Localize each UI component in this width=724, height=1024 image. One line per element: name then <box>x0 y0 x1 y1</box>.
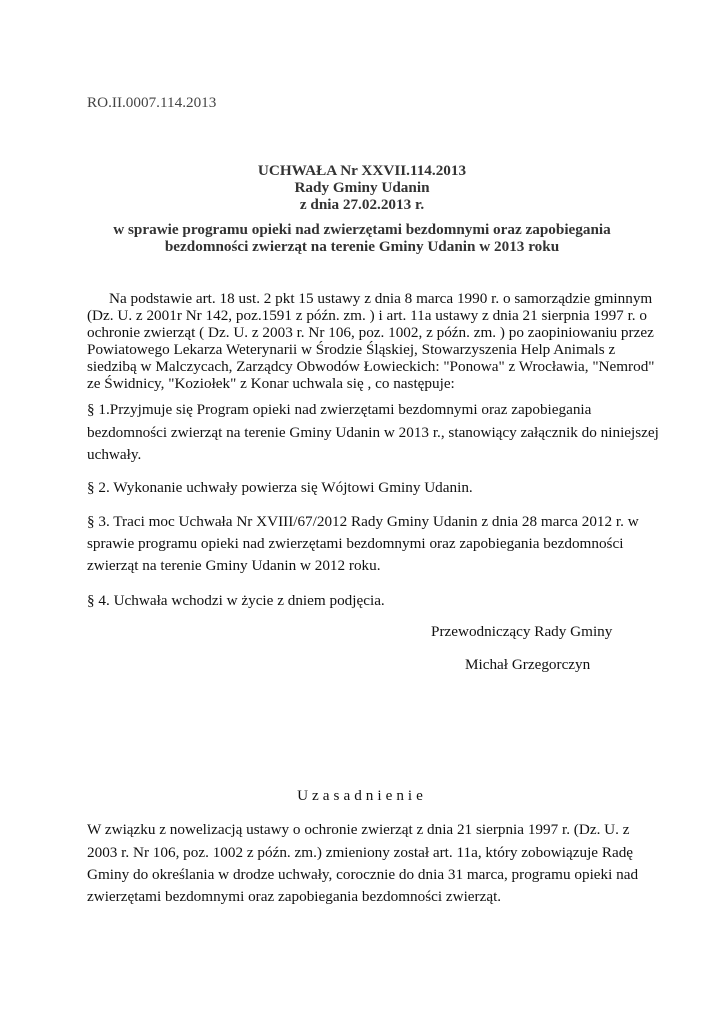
signature-role: Przewodniczący Rady Gminy <box>431 623 613 640</box>
preamble-line: ze Świdnicy, "Koziołek" z Konar uchwala się , co następuje: <box>87 375 455 392</box>
resolution-date: z dnia 27.02.2013 r. <box>299 196 425 213</box>
paragraph-line: § 2. Wykonanie uchwały powierza się Wójtowi Gminy Udanin. <box>87 479 473 496</box>
paragraph-line: § 4. Uchwała wchodzi w życie z dniem podjęcia. <box>87 592 385 609</box>
preamble-line: ochronie zwierząt ( Dz. U. z 2003 r. Nr 106, poz. 1002, z późn. zm. ) po zaopiniowaniu przez <box>87 324 654 341</box>
preamble-line: Na podstawie art. 18 ust. 2 pkt 15 ustawy z dnia 8 marca 1990 r. o samorządzie gminnym <box>109 290 653 307</box>
reference-number: RO.II.0007.114.2013 <box>87 94 217 111</box>
paragraph-line: uchwały. <box>87 446 142 463</box>
signature-name: Michał Grzegorczyn <box>465 656 591 673</box>
paragraph-line: zwierząt na terenie Gminy Udanin w 2012 roku. <box>87 557 381 574</box>
paragraph-line: § 3. Traci moc Uchwała Nr XVIII/67/2012 Rady Gminy Udanin z dnia 28 marca 2012 r. w <box>87 513 639 530</box>
paragraph-line: sprawie programu opieki nad zwierzętami bezdomnymi oraz zapobiegania bezdomności <box>87 535 624 552</box>
subject-line: bezdomności zwierząt na terenie Gminy Udanin w 2013 roku <box>164 238 560 255</box>
justification-line: zwierzętami bezdomnymi oraz zapobiegania bezdomności zwierząt. <box>87 888 502 905</box>
preamble-line: (Dz. U. z 2001r Nr 142, poz.1591 z późn. zm. ) i art. 11a ustawy z dnia 21 sierpnia 1997 r. o <box>87 307 647 324</box>
justification-line: Gminy do określania w drodze uchwały, corocznie do dnia 31 marca, programu opieki nad <box>87 866 639 883</box>
council-name: Rady Gminy Udanin <box>294 179 430 196</box>
subject-line: w sprawie programu opieki nad zwierzętami bezdomnymi oraz zapobiegania <box>113 221 611 238</box>
preamble-line: Powiatowego Lekarza Weterynarii w Środzie Śląskiej, Stowarzyszenia Help Animals z <box>87 341 616 358</box>
paragraph-line: bezdomności zwierząt na terenie Gminy Udanin w 2013 r., stanowiący załącznik do niniejszej <box>87 424 659 441</box>
justification-line: W związku z nowelizacją ustawy o ochronie zwierząt z dnia 21 sierpnia 1997 r. (Dz. U. z <box>87 821 630 838</box>
paragraph-line: § 1.Przyjmuje się Program opieki nad zwierzętami bezdomnymi oraz zapobiegania <box>87 401 592 418</box>
justification-heading: Uzasadnienie <box>297 787 427 804</box>
justification-line: 2003 r. Nr 106, poz. 1002 z późn. zm.) zmieniony został art. 11a, który zobowiązuje Radę <box>87 844 634 861</box>
preamble-line: siedzibą w Malczycach, Zarządcy Obwodów Łowieckich: "Ponowa" z Wrocławia, "Nemrod" <box>87 358 655 375</box>
resolution-title: UCHWAŁA Nr XXVII.114.2013 <box>257 162 467 179</box>
